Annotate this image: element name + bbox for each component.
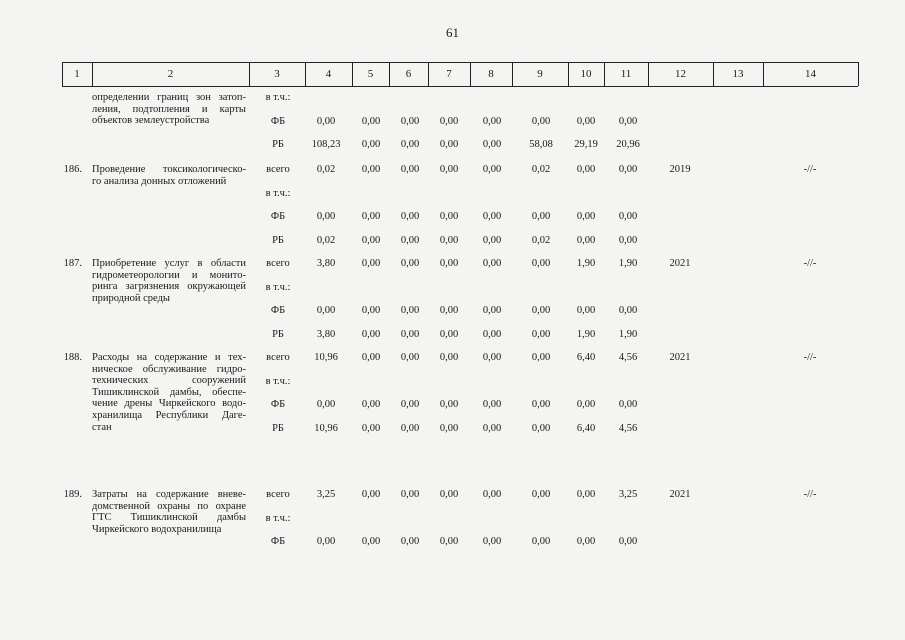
amount-cell: 0,00 <box>361 305 381 316</box>
header-cell-10: 10 <box>580 68 592 80</box>
amount-cell: 0,00 <box>576 536 596 547</box>
amount-cell: 0,00 <box>361 115 381 127</box>
financing-label: ФБ <box>270 211 286 222</box>
amount-cell: 0,00 <box>439 164 459 175</box>
description-line: ринга загрязнения окружающей <box>92 281 246 293</box>
amount-cell: 0,00 <box>482 211 502 222</box>
description-line: определении границ зон затоп- <box>92 92 246 103</box>
row-year: 2021 <box>669 258 691 269</box>
header-bottom-border <box>62 86 858 87</box>
amount-cell: 0,00 <box>531 489 551 500</box>
amount-cell: 0,00 <box>400 328 420 340</box>
amount-cell: 10,96 <box>314 422 338 434</box>
amount-cell: 0,00 <box>361 164 381 175</box>
amount-cell: 0,02 <box>316 164 336 175</box>
amount-cell: 0,00 <box>482 258 502 269</box>
row-number: 189. <box>63 489 82 500</box>
financing-label: ФБ <box>270 115 286 127</box>
description-line: хранилища Республики Даге- <box>92 409 246 421</box>
amount-cell: 0,00 <box>618 164 638 175</box>
row-description <box>92 352 246 433</box>
row-number: 186. <box>63 164 82 175</box>
amount-cell: 0,00 <box>400 422 420 434</box>
financing-label: всего <box>266 489 290 500</box>
amount-cell: 6,40 <box>576 422 596 434</box>
financing-label: в т.ч.: <box>265 512 291 524</box>
amount-cell: 0,00 <box>361 352 381 363</box>
amount-cell: 0,00 <box>361 536 381 547</box>
row-number: 188. <box>63 352 82 363</box>
amount-cell: 0,00 <box>400 489 420 500</box>
amount-cell: 0,00 <box>482 234 502 246</box>
amount-cell: 10,96 <box>314 352 338 363</box>
amount-cell: 0,00 <box>316 399 336 410</box>
row-description <box>92 489 246 535</box>
amount-cell: 0,00 <box>439 489 459 500</box>
amount-cell: 0,00 <box>618 305 638 316</box>
header-cell-5: 5 <box>367 68 374 80</box>
amount-cell: 0,00 <box>439 211 459 222</box>
amount-cell: 0,00 <box>439 328 459 340</box>
amount-cell: 0,00 <box>576 115 596 127</box>
row-note: -//- <box>803 164 817 175</box>
amount-cell: 0,00 <box>361 489 381 500</box>
amount-cell: 0,00 <box>400 211 420 222</box>
amount-cell: 0,00 <box>400 139 420 150</box>
header-cell-2: 2 <box>167 68 174 80</box>
amount-cell: 0,00 <box>400 399 420 410</box>
header-cell-3: 3 <box>274 68 280 80</box>
amount-cell: 0,00 <box>361 399 381 410</box>
amount-cell: 0,00 <box>531 328 551 340</box>
amount-cell: 1,90 <box>618 328 638 340</box>
row-description <box>92 92 246 127</box>
amount-cell: 0,00 <box>576 399 596 410</box>
header-cell-4: 4 <box>325 68 332 80</box>
description-line: объектов землеустройства <box>92 115 210 127</box>
amount-cell: 0,00 <box>439 234 459 246</box>
amount-cell: 0,00 <box>400 305 420 316</box>
header-cell-12: 12 <box>675 68 686 80</box>
amount-cell: 20,96 <box>616 139 640 150</box>
row-note: -//- <box>803 258 817 269</box>
amount-cell: 0,00 <box>361 422 381 434</box>
amount-cell: 0,00 <box>576 211 596 222</box>
amount-cell: 0,00 <box>400 258 420 269</box>
financing-label: в т.ч.: <box>265 187 291 199</box>
amount-cell: 0,00 <box>618 399 638 410</box>
amount-cell: 0,00 <box>531 422 551 434</box>
description-line: Проведение токсикологическо- <box>92 164 246 175</box>
header-cell-6: 6 <box>405 68 412 80</box>
header-cell-9: 9 <box>537 68 543 80</box>
amount-cell: 0,00 <box>618 211 638 222</box>
amount-cell: 0,02 <box>531 164 551 175</box>
amount-cell: 4,56 <box>618 422 638 434</box>
amount-cell: 0,00 <box>618 115 638 127</box>
financing-label: всего <box>266 352 290 363</box>
financing-label: ФБ <box>270 399 286 410</box>
amount-cell: 0,00 <box>400 115 420 127</box>
financing-label: РБ <box>272 422 284 434</box>
financing-label: РБ <box>272 139 284 150</box>
amount-cell: 0,00 <box>531 305 551 316</box>
amount-cell: 0,00 <box>316 115 336 127</box>
amount-cell: 0,00 <box>482 399 502 410</box>
amount-cell: 3,80 <box>316 258 336 269</box>
row-note: -//- <box>803 489 817 500</box>
amount-cell: 0,00 <box>400 352 420 363</box>
amount-cell: 0,00 <box>316 536 336 547</box>
amount-cell: 6,40 <box>576 352 596 363</box>
amount-cell: 0,00 <box>361 328 381 340</box>
description-line: Приобретение услуг в области <box>92 258 246 269</box>
amount-cell: 0,00 <box>482 305 502 316</box>
amount-cell: 0,00 <box>576 234 596 246</box>
description-line: ления, подтопления и карты <box>92 103 246 115</box>
description-line: домственной охраны по охране <box>92 500 246 512</box>
description-line: гидрометеорологии и монито- <box>92 269 246 281</box>
financing-label: всего <box>266 164 290 175</box>
amount-cell: 0,00 <box>400 234 420 246</box>
financing-label: РБ <box>272 234 284 246</box>
amount-cell: 0,00 <box>576 305 596 316</box>
amount-cell: 4,56 <box>618 352 638 363</box>
header-cell-14: 14 <box>805 68 816 80</box>
amount-cell: 0,00 <box>482 352 502 363</box>
amount-cell: 3,25 <box>618 489 638 500</box>
amount-cell: 0,00 <box>439 422 459 434</box>
description-line: стан <box>92 421 112 433</box>
financing-label: РБ <box>272 328 284 340</box>
header-column-divider <box>858 62 859 86</box>
amount-cell: 0,00 <box>316 305 336 316</box>
financing-label: ФБ <box>270 305 286 316</box>
amount-cell: 0,00 <box>361 234 381 246</box>
amount-cell: 0,02 <box>316 234 336 246</box>
description-line: Расходы на содержание и тех- <box>92 352 246 363</box>
amount-cell: 1,90 <box>576 328 596 340</box>
amount-cell: 0,00 <box>361 258 381 269</box>
row-year: 2021 <box>669 489 691 500</box>
amount-cell: 0,00 <box>482 536 502 547</box>
amount-cell: 0,00 <box>531 399 551 410</box>
amount-cell: 0,00 <box>482 328 502 340</box>
page-number: 61 <box>446 25 459 40</box>
description-line: Тишиклинской дамбы, обеспе- <box>92 386 246 398</box>
amount-cell: 0,00 <box>439 536 459 547</box>
amount-cell: 0,00 <box>361 139 381 150</box>
amount-cell: 0,00 <box>439 305 459 316</box>
description-line: природной среды <box>92 292 170 304</box>
description-line: ническое обслуживание гидро- <box>92 363 246 375</box>
amount-cell: 0,00 <box>439 115 459 127</box>
amount-cell: 0,00 <box>531 115 551 127</box>
header-cell-11: 11 <box>620 68 632 80</box>
amount-cell: 0,00 <box>361 211 381 222</box>
amount-cell: 0,00 <box>576 164 596 175</box>
amount-cell: 0,00 <box>531 536 551 547</box>
amount-cell: 0,00 <box>482 139 502 150</box>
financing-label: всего <box>266 258 290 269</box>
row-description <box>92 164 246 187</box>
description-line: технических сооружений <box>92 375 246 387</box>
amount-cell: 0,00 <box>531 211 551 222</box>
header-cell-7: 7 <box>446 68 452 80</box>
financing-label: в т.ч.: <box>265 375 291 387</box>
row-note: -//- <box>803 352 817 363</box>
financing-label: ФБ <box>270 536 286 547</box>
amount-cell: 0,00 <box>618 234 638 246</box>
amount-cell: 0,00 <box>400 536 420 547</box>
amount-cell: 1,90 <box>576 258 596 269</box>
financing-label: в т.ч.: <box>265 92 291 103</box>
amount-cell: 0,00 <box>576 489 596 500</box>
amount-cell: 3,80 <box>316 328 336 340</box>
amount-cell: 58,08 <box>529 139 553 150</box>
amount-cell: 29,19 <box>574 139 598 150</box>
amount-cell: 0,00 <box>439 258 459 269</box>
row-number: 187. <box>63 258 82 269</box>
header-cell-8: 8 <box>488 68 494 80</box>
amount-cell: 0,00 <box>618 536 638 547</box>
financing-label: в т.ч.: <box>265 281 291 293</box>
amount-cell: 0,00 <box>482 422 502 434</box>
amount-cell: 0,00 <box>316 211 336 222</box>
amount-cell: 0,00 <box>531 352 551 363</box>
amount-cell: 3,25 <box>316 489 336 500</box>
header-cell-13: 13 <box>732 68 744 80</box>
amount-cell: 0,00 <box>439 352 459 363</box>
amount-cell: 108,23 <box>311 139 341 150</box>
row-year: 2019 <box>669 164 691 175</box>
row-description <box>92 258 246 304</box>
description-line: Чиркейского водохранилища <box>92 523 222 535</box>
description-line: Затраты на содержание вневе- <box>92 489 246 500</box>
description-line: ГТС Тишиклинской дамбы <box>92 512 246 524</box>
amount-cell: 0,00 <box>439 399 459 410</box>
amount-cell: 0,00 <box>482 115 502 127</box>
amount-cell: 0,00 <box>482 489 502 500</box>
amount-cell: 1,90 <box>618 258 638 269</box>
amount-cell: 0,00 <box>482 164 502 175</box>
amount-cell: 0,00 <box>531 258 551 269</box>
header-cell-1: 1 <box>74 68 80 80</box>
description-line: го анализа донных отложений <box>92 175 227 187</box>
description-line: чение дрены Чиркейского водо- <box>92 398 246 410</box>
amount-cell: 0,00 <box>400 164 420 175</box>
amount-cell: 0,00 <box>439 139 459 150</box>
amount-cell: 0,02 <box>531 234 551 246</box>
row-year: 2021 <box>669 352 691 363</box>
